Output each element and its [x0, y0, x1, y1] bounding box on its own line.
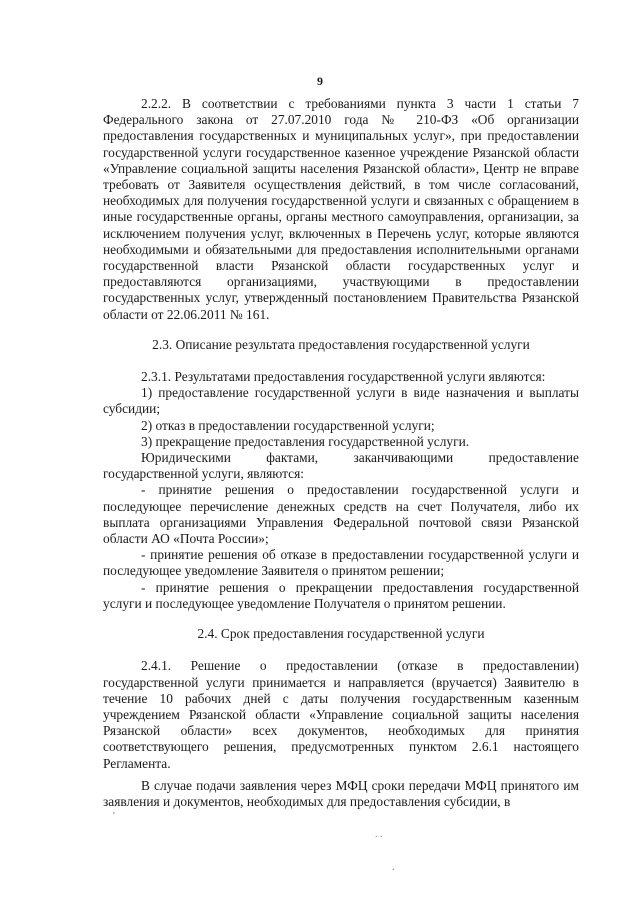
result-item-1: 1) предоставление государственной услуги в виде назначения и выплаты субсидии;: [103, 385, 579, 417]
document-body: [103, 96, 579, 810]
result-item-2: 2) отказ в предоставлении государственной услуги;: [141, 417, 435, 433]
result-item-3: 3) прекращение предоставления государственной услуги.: [141, 433, 470, 449]
section-heading-2-3: 2.3. Описание результата предоставления государственной услуги: [152, 336, 530, 352]
scan-speck: . .: [375, 829, 383, 840]
section-heading-2-4: 2.4. Срок предоставления государственной услуги: [197, 626, 485, 642]
paragraph-2-2-2: 2.2.2. В соответствии с требованиями пункта 3 части 1 статьи 7 Федерального закона от 27.07.2010 года № 210-ФЗ «Об организации предоставления государственных и муниципальных услуг», при предоставлении государственной услуги государственное казенное учреждение Рязанской области «Управление социальной защиты населения Рязанской области», Центр не вправе требовать от Заявителя осуществления действий, в том числе согласований, необходимых для получения государственной услуги и связанных с обращением в иные государственные органы, органы местного самоуправления, организации, за исключением получения услуг, включенных в Перечень услуг, которые являются необходимыми и обязательными для предоставления исполнительными органами государственной власти Рязанской области государственных услуг и предоставляются организациями, участвующими в предоставлении государственных услуг, утвержденный постановлением Правительства Рязанской области от 22.06.2011 № 161.: [103, 96, 579, 322]
page-number: 9: [317, 74, 323, 88]
scan-speck: ': [113, 811, 115, 822]
paragraph-2-4-1: 2.4.1. Решение о предоставлении (отказе в предоставлении) государственной услуги принимается и направляется (вручается) Заявителю в течение 10 рабочих дней с даты получения государственным казенным учреждением Рязанской области «Управление социальной защиты населения Рязанской области» всех документов, необходимых для принятия соответствующего решения, предусмотренных пунктом 2.6.1 настоящего Регламента.: [103, 658, 579, 771]
legal-facts-paragraph: Юридическими фактами, заканчивающими предоставление государственной услуги, являются:: [103, 450, 579, 482]
scan-speck: .: [392, 862, 395, 873]
paragraph-2-3-1: 2.3.1. Результатами предоставления государственной услуги являются:: [141, 369, 546, 385]
legal-fact-1: - принятие решения о предоставлении государственной услуги и последующее перечисление денежных средств на счет Получателя, либо их выплата организациями Управления Федеральной почтовой связи Рязанской области АО «Почта России»;: [103, 482, 579, 547]
paragraph-mfc: В случае подачи заявления через МФЦ сроки передачи МФЦ принятого им заявления и документов, необходимых для предоставления субсидии, в: [103, 777, 579, 809]
legal-fact-3: - принятие решения о прекращении предоставления государственной услуги и последующее уведомление Получателя о принятом решении.: [103, 579, 579, 611]
legal-fact-2: - принятие решения об отказе в предоставлении государственной услуги и последующее уведомление Заявителя о принятом решении;: [103, 547, 579, 579]
